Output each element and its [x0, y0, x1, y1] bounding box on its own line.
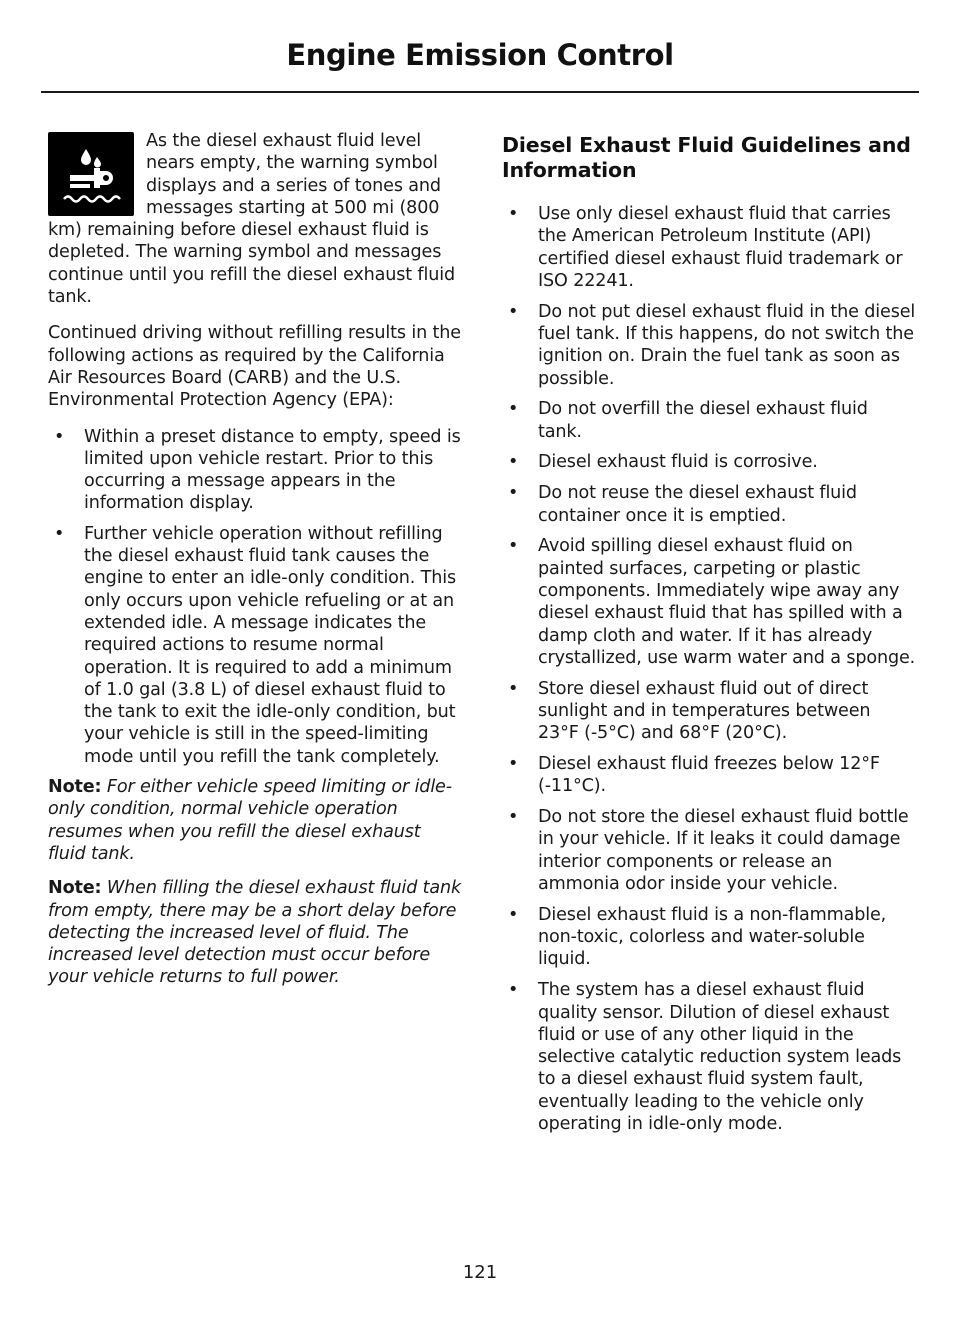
note-label: Note: — [48, 878, 102, 899]
bullet: • — [508, 754, 519, 775]
bullet: • — [508, 678, 519, 699]
consequence-list — [48, 426, 463, 768]
list-item-text: Do not overfill the diesel exhaust fluid tank. — [538, 399, 868, 442]
list-item-text: Do not reuse the diesel exhaust fluid container once it is emptied. — [538, 483, 857, 526]
list-item — [502, 301, 916, 390]
continued-paragraph: Continued driving without refilling results in the following actions as required by the California Air Resources Board (CARB) and the U.S. Environmental Protection Agency (EPA): — [48, 323, 461, 411]
list-item — [502, 904, 916, 971]
section-title: Diesel Exhaust Fluid Guidelines and Information — [502, 133, 911, 182]
list-item-text: Do not put diesel exhaust fluid in the diesel fuel tank. If this happens, do not switch the ignition on. Drain the fuel tank as soon as possible. — [538, 301, 916, 389]
list-item — [502, 203, 916, 292]
bullet: • — [508, 904, 519, 925]
bullet: • — [508, 452, 519, 473]
bullet: • — [54, 426, 65, 447]
list-item — [502, 678, 916, 745]
left-column — [48, 130, 463, 1001]
bullet: • — [508, 204, 519, 224]
list-item-text: Further vehicle operation without refilling the diesel exhaust fluid tank causes the engine to enter an idle-only condition. This only occurs upon vehicle refueling or at an extended idle. A message indicates the required actions to resume normal operation. It is required to add a minimum of 1.0 gal (3.8 L) of diesel exhaust fluid to the tank to exit the idle-only condition, but your vehicle is still in the speed-limiting mode until you refill the tank completely. — [84, 523, 457, 767]
list-item-text: Store diesel exhaust fluid out of direct sunlight and in temperatures between 23°F (-5°C) and 68°F (20°C). — [538, 678, 871, 744]
bullet: • — [508, 536, 519, 557]
list-item — [502, 482, 916, 527]
list-item-text: Within a preset distance to empty, speed is limited upon vehicle restart. Prior to this occurring a message appears in the information display. — [84, 426, 461, 514]
bullet: • — [54, 523, 65, 544]
page-header — [41, 38, 919, 72]
bullet: • — [508, 399, 519, 420]
note-speed-limiting — [48, 776, 463, 865]
list-item-text: Diesel exhaust fluid is corrosive. — [538, 452, 818, 473]
note-label: Note: — [48, 777, 102, 798]
list-item — [502, 398, 916, 443]
bullet: • — [508, 483, 519, 504]
diesel-exhaust-fluid-warning-icon — [48, 132, 134, 216]
intro-paragraph: As the diesel exhaust fluid level nears empty, the warning symbol displays and a series of tones and messages starting at 500 mi (800 km) remaining before diesel exhaust fluid is depleted. The warning symbol and messages continue until you refill the diesel exhaust fluid tank. — [48, 131, 455, 308]
page-title: Engine Emission Control — [286, 38, 674, 72]
list-item — [48, 426, 463, 515]
bullet: • — [508, 301, 519, 322]
list-item-text: Diesel exhaust fluid freezes below 12°F (-11°C). — [538, 754, 880, 797]
list-item-text: Avoid spilling diesel exhaust fluid on painted surfaces, carpeting or plastic components. Immediately wipe away any diesel exhaust fluid that has spilled with a damp cloth and water. If it has already crystallized, use warm water and a sponge. — [538, 536, 916, 668]
list-item — [48, 523, 463, 768]
right-column — [502, 133, 916, 1144]
list-item-text: Diesel exhaust fluid is a non-flammable, non-toxic, colorless and water-soluble liquid. — [538, 904, 887, 970]
list-item-text: Use only diesel exhaust fluid that carries the American Petroleum Institute (API) certified diesel exhaust fluid trademark or ISO 22241. — [538, 204, 903, 291]
bullet: • — [508, 980, 519, 1001]
note-text: For either vehicle speed limiting or idle-only condition, normal vehicle operation resumes when you refill the diesel exhaust fluid tank. — [48, 777, 452, 864]
list-item — [502, 979, 916, 1135]
list-item — [502, 753, 916, 798]
note-text: When filling the diesel exhaust fluid tank from empty, there may be a short delay before detecting the increased level of fluid. The increased level detection must occur before your vehicle returns to full power. — [48, 878, 462, 988]
list-item — [502, 806, 916, 895]
page-number: 121 — [462, 1262, 498, 1283]
bullet: • — [508, 807, 519, 828]
list-item — [502, 535, 916, 669]
list-item-text: The system has a diesel exhaust fluid quality sensor. Dilution of diesel exhaust fluid or use of any other liquid in the selective catalytic reduction system leads to a diesel exhaust fluid system fault, eventually leading to the vehicle only operating in idle-only mode. — [538, 980, 902, 1134]
guidelines-list — [502, 203, 916, 1135]
list-item — [502, 451, 916, 473]
list-item-text: Do not store the diesel exhaust fluid bottle in your vehicle. If it leaks it could damage interior components or release an ammonia odor inside your vehicle. — [538, 807, 909, 895]
header-divider — [41, 91, 919, 93]
note-filling-delay — [48, 877, 463, 988]
